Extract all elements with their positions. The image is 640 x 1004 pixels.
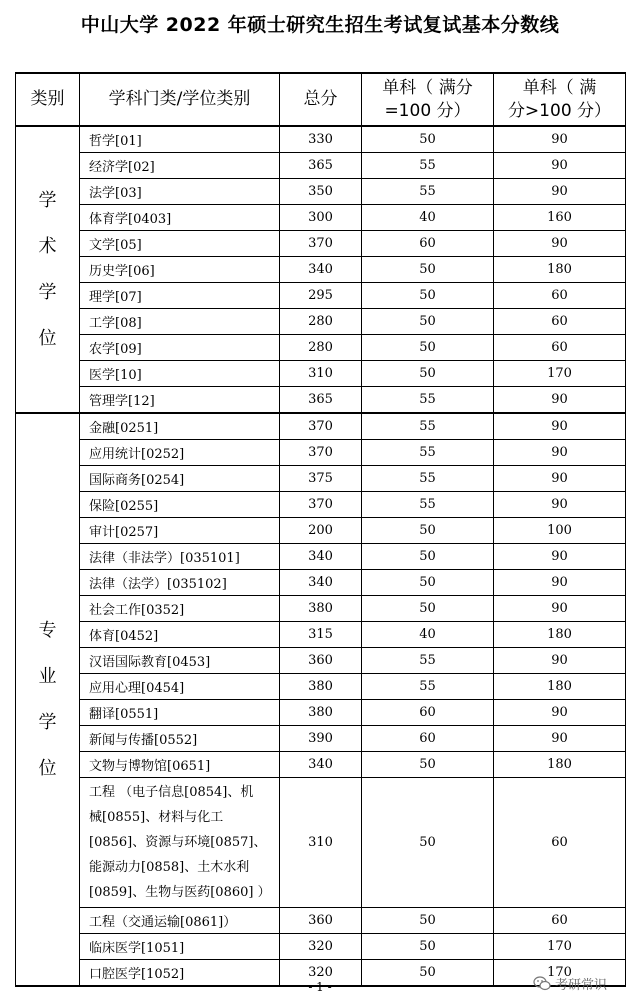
- single-100-cell: 50: [362, 518, 494, 544]
- total-score-cell: 280: [280, 309, 362, 335]
- table-row: [16, 726, 626, 752]
- single-over-100-cell: 100: [494, 518, 626, 544]
- table-row: [16, 648, 626, 674]
- subject-cell: 应用心理[0454]: [80, 674, 280, 700]
- single-over-100-cell: 90: [494, 153, 626, 179]
- total-score-cell: 365: [280, 387, 362, 414]
- subject-cell: 应用统计[0252]: [80, 440, 280, 466]
- subject-cell: 工学[08]: [80, 309, 280, 335]
- single-100-cell: 55: [362, 153, 494, 179]
- watermark-text: 考研常识: [555, 978, 608, 993]
- subject-cell: 汉语国际教育[0453]: [80, 648, 280, 674]
- total-score-cell: 380: [280, 700, 362, 726]
- single-100-cell: 55: [362, 466, 494, 492]
- subject-cell: 农学[09]: [80, 335, 280, 361]
- table-row: [16, 466, 626, 492]
- total-score-cell: 370: [280, 492, 362, 518]
- single-100-cell: 55: [362, 492, 494, 518]
- category-char: 学: [38, 189, 57, 211]
- subject-cell: 法律（非法学）[035101]: [80, 544, 280, 570]
- table-row: [16, 622, 626, 648]
- subject-cell: [80, 778, 280, 908]
- professional-category-cell: [16, 413, 80, 986]
- single-100-cell: 50: [362, 934, 494, 960]
- subject-line: [0859]、生物与医药[0860] ）: [89, 885, 271, 900]
- total-score-cell: 365: [280, 153, 362, 179]
- single-100-cell: 50: [362, 335, 494, 361]
- subject-cell: 理学[07]: [80, 283, 280, 309]
- subject-cell: 口腔医学[1052]: [80, 960, 280, 987]
- single-over-100-cell: 180: [494, 674, 626, 700]
- subject-line: [0856]、资源与环境[0857]、: [89, 835, 267, 850]
- single-over-100-cell: 90: [494, 413, 626, 440]
- header-category: 类别: [16, 73, 80, 126]
- single-over-100-cell: 90: [494, 648, 626, 674]
- category-char: 学: [38, 281, 57, 303]
- wechat-icon: [533, 976, 551, 991]
- subject-line: 能源动力[0858]、土木水利: [89, 860, 250, 875]
- subject-cell: 工程（交通运输[0861]）: [80, 908, 280, 934]
- header-single-100: [362, 73, 494, 126]
- table-row: [16, 440, 626, 466]
- table-row: [16, 908, 626, 934]
- header-single-over-100-line1: 单科（ 满: [522, 77, 597, 98]
- total-score-cell: 380: [280, 596, 362, 622]
- table-row: [16, 335, 626, 361]
- category-char: 业: [38, 665, 57, 687]
- subject-cell: 文物与博物馆[0651]: [80, 752, 280, 778]
- category-char: 位: [38, 757, 57, 779]
- single-over-100-cell: 90: [494, 726, 626, 752]
- single-over-100-cell: 60: [494, 908, 626, 934]
- header-total: 总分: [280, 73, 362, 126]
- single-over-100-cell: 60: [494, 309, 626, 335]
- subject-line: 械[0855]、材料与化工: [89, 810, 224, 825]
- header-single-over-100: [494, 73, 626, 126]
- single-100-cell: 50: [362, 361, 494, 387]
- subject-cell: 临床医学[1051]: [80, 934, 280, 960]
- header-single-100-line1: 单科（ 满分: [382, 77, 473, 98]
- table-row: [16, 544, 626, 570]
- single-100-cell: 55: [362, 648, 494, 674]
- single-over-100-cell: 180: [494, 752, 626, 778]
- single-over-100-cell: 90: [494, 440, 626, 466]
- category-char: 专: [38, 619, 57, 641]
- subject-cell: 经济学[02]: [80, 153, 280, 179]
- single-100-cell: 55: [362, 674, 494, 700]
- single-100-cell: 60: [362, 700, 494, 726]
- single-100-cell: 50: [362, 960, 494, 987]
- table-row: [16, 518, 626, 544]
- single-100-cell: 50: [362, 544, 494, 570]
- total-score-cell: 280: [280, 335, 362, 361]
- single-100-cell: 50: [362, 752, 494, 778]
- table-row: [16, 674, 626, 700]
- table-row: [16, 153, 626, 179]
- single-100-cell: 60: [362, 231, 494, 257]
- subject-cell: 文学[05]: [80, 231, 280, 257]
- subject-line: 工程 （电子信息[0854]、机: [89, 785, 254, 800]
- total-score-cell: 310: [280, 778, 362, 908]
- single-over-100-cell: 180: [494, 257, 626, 283]
- header-single-over-100-line2: 分>100 分）: [507, 100, 612, 121]
- total-score-cell: 370: [280, 231, 362, 257]
- table-row: [16, 752, 626, 778]
- category-char: 位: [38, 327, 57, 349]
- single-over-100-cell: 90: [494, 492, 626, 518]
- table-row: [16, 205, 626, 231]
- category-char: 学: [38, 711, 57, 733]
- subject-cell: 国际商务[0254]: [80, 466, 280, 492]
- total-score-cell: 315: [280, 622, 362, 648]
- table-row: [16, 413, 626, 440]
- table-row: [16, 283, 626, 309]
- single-over-100-cell: 60: [494, 283, 626, 309]
- subject-cell: 翻译[0551]: [80, 700, 280, 726]
- single-100-cell: 60: [362, 726, 494, 752]
- total-score-cell: 330: [280, 126, 362, 153]
- single-100-cell: 50: [362, 908, 494, 934]
- single-100-cell: 40: [362, 205, 494, 231]
- total-score-cell: 295: [280, 283, 362, 309]
- header-row: [16, 73, 626, 126]
- score-table: [15, 72, 626, 987]
- total-score-cell: 380: [280, 674, 362, 700]
- subject-cell: 法律（法学）[035102]: [80, 570, 280, 596]
- total-score-cell: 340: [280, 752, 362, 778]
- single-over-100-cell: 90: [494, 700, 626, 726]
- page-number: - 1 -: [308, 980, 332, 994]
- table-row: [16, 492, 626, 518]
- total-score-cell: 200: [280, 518, 362, 544]
- single-over-100-cell: 90: [494, 544, 626, 570]
- single-100-cell: 55: [362, 440, 494, 466]
- subject-cell: 哲学[01]: [80, 126, 280, 153]
- total-score-cell: 310: [280, 361, 362, 387]
- single-over-100-cell: 90: [494, 570, 626, 596]
- single-100-cell: 55: [362, 179, 494, 205]
- page-title: 中山大学 2022 年硕士研究生招生考试复试基本分数线: [80, 14, 560, 36]
- total-score-cell: 350: [280, 179, 362, 205]
- total-score-cell: 320: [280, 934, 362, 960]
- total-score-cell: 375: [280, 466, 362, 492]
- total-score-cell: 370: [280, 440, 362, 466]
- watermark: [533, 974, 607, 993]
- table-row: [16, 361, 626, 387]
- single-100-cell: 50: [362, 596, 494, 622]
- total-score-cell: 340: [280, 257, 362, 283]
- subject-cell: 体育[0452]: [80, 622, 280, 648]
- table-row: [16, 126, 626, 153]
- single-over-100-cell: 90: [494, 231, 626, 257]
- single-100-cell: 50: [362, 778, 494, 908]
- total-score-cell: 320: [280, 960, 362, 987]
- subject-cell: 法学[03]: [80, 179, 280, 205]
- table-row: [16, 570, 626, 596]
- single-100-cell: 50: [362, 257, 494, 283]
- single-over-100-cell: 60: [494, 335, 626, 361]
- subject-cell: 保险[0255]: [80, 492, 280, 518]
- single-100-cell: 55: [362, 413, 494, 440]
- total-score-cell: 340: [280, 544, 362, 570]
- single-over-100-cell: 180: [494, 622, 626, 648]
- header-subject: 学科门类/学位类别: [80, 73, 280, 126]
- table-row: [16, 700, 626, 726]
- table-row: [16, 309, 626, 335]
- single-over-100-cell: 170: [494, 361, 626, 387]
- subject-cell: 管理学[12]: [80, 387, 280, 414]
- table-row: [16, 596, 626, 622]
- total-score-cell: 360: [280, 908, 362, 934]
- single-over-100-cell: 160: [494, 205, 626, 231]
- single-100-cell: 55: [362, 387, 494, 414]
- table-row: [16, 257, 626, 283]
- single-over-100-cell: 90: [494, 387, 626, 414]
- total-score-cell: 300: [280, 205, 362, 231]
- subject-cell: 金融[0251]: [80, 413, 280, 440]
- single-100-cell: 50: [362, 126, 494, 153]
- single-over-100-cell: 60: [494, 778, 626, 908]
- total-score-cell: 370: [280, 413, 362, 440]
- table-row: [16, 179, 626, 205]
- subject-cell: 新闻与传播[0552]: [80, 726, 280, 752]
- table-row: [16, 778, 626, 908]
- academic-category-cell: [16, 126, 80, 413]
- single-100-cell: 40: [362, 622, 494, 648]
- table-row: [16, 387, 626, 414]
- total-score-cell: 360: [280, 648, 362, 674]
- table-row: [16, 934, 626, 960]
- single-100-cell: 50: [362, 309, 494, 335]
- table-row: [16, 231, 626, 257]
- single-over-100-cell: 170: [494, 960, 626, 987]
- single-over-100-cell: 90: [494, 179, 626, 205]
- single-100-cell: 50: [362, 283, 494, 309]
- header-single-100-line2: =100 分）: [384, 100, 471, 121]
- total-score-cell: 390: [280, 726, 362, 752]
- subject-cell: 体育学[0403]: [80, 205, 280, 231]
- single-100-cell: 50: [362, 570, 494, 596]
- single-over-100-cell: 90: [494, 466, 626, 492]
- single-over-100-cell: 90: [494, 596, 626, 622]
- subject-cell: 医学[10]: [80, 361, 280, 387]
- single-over-100-cell: 170: [494, 934, 626, 960]
- category-char: 术: [38, 235, 57, 257]
- single-over-100-cell: 90: [494, 126, 626, 153]
- subject-cell: 审计[0257]: [80, 518, 280, 544]
- subject-cell: 历史学[06]: [80, 257, 280, 283]
- subject-cell: 社会工作[0352]: [80, 596, 280, 622]
- total-score-cell: 340: [280, 570, 362, 596]
